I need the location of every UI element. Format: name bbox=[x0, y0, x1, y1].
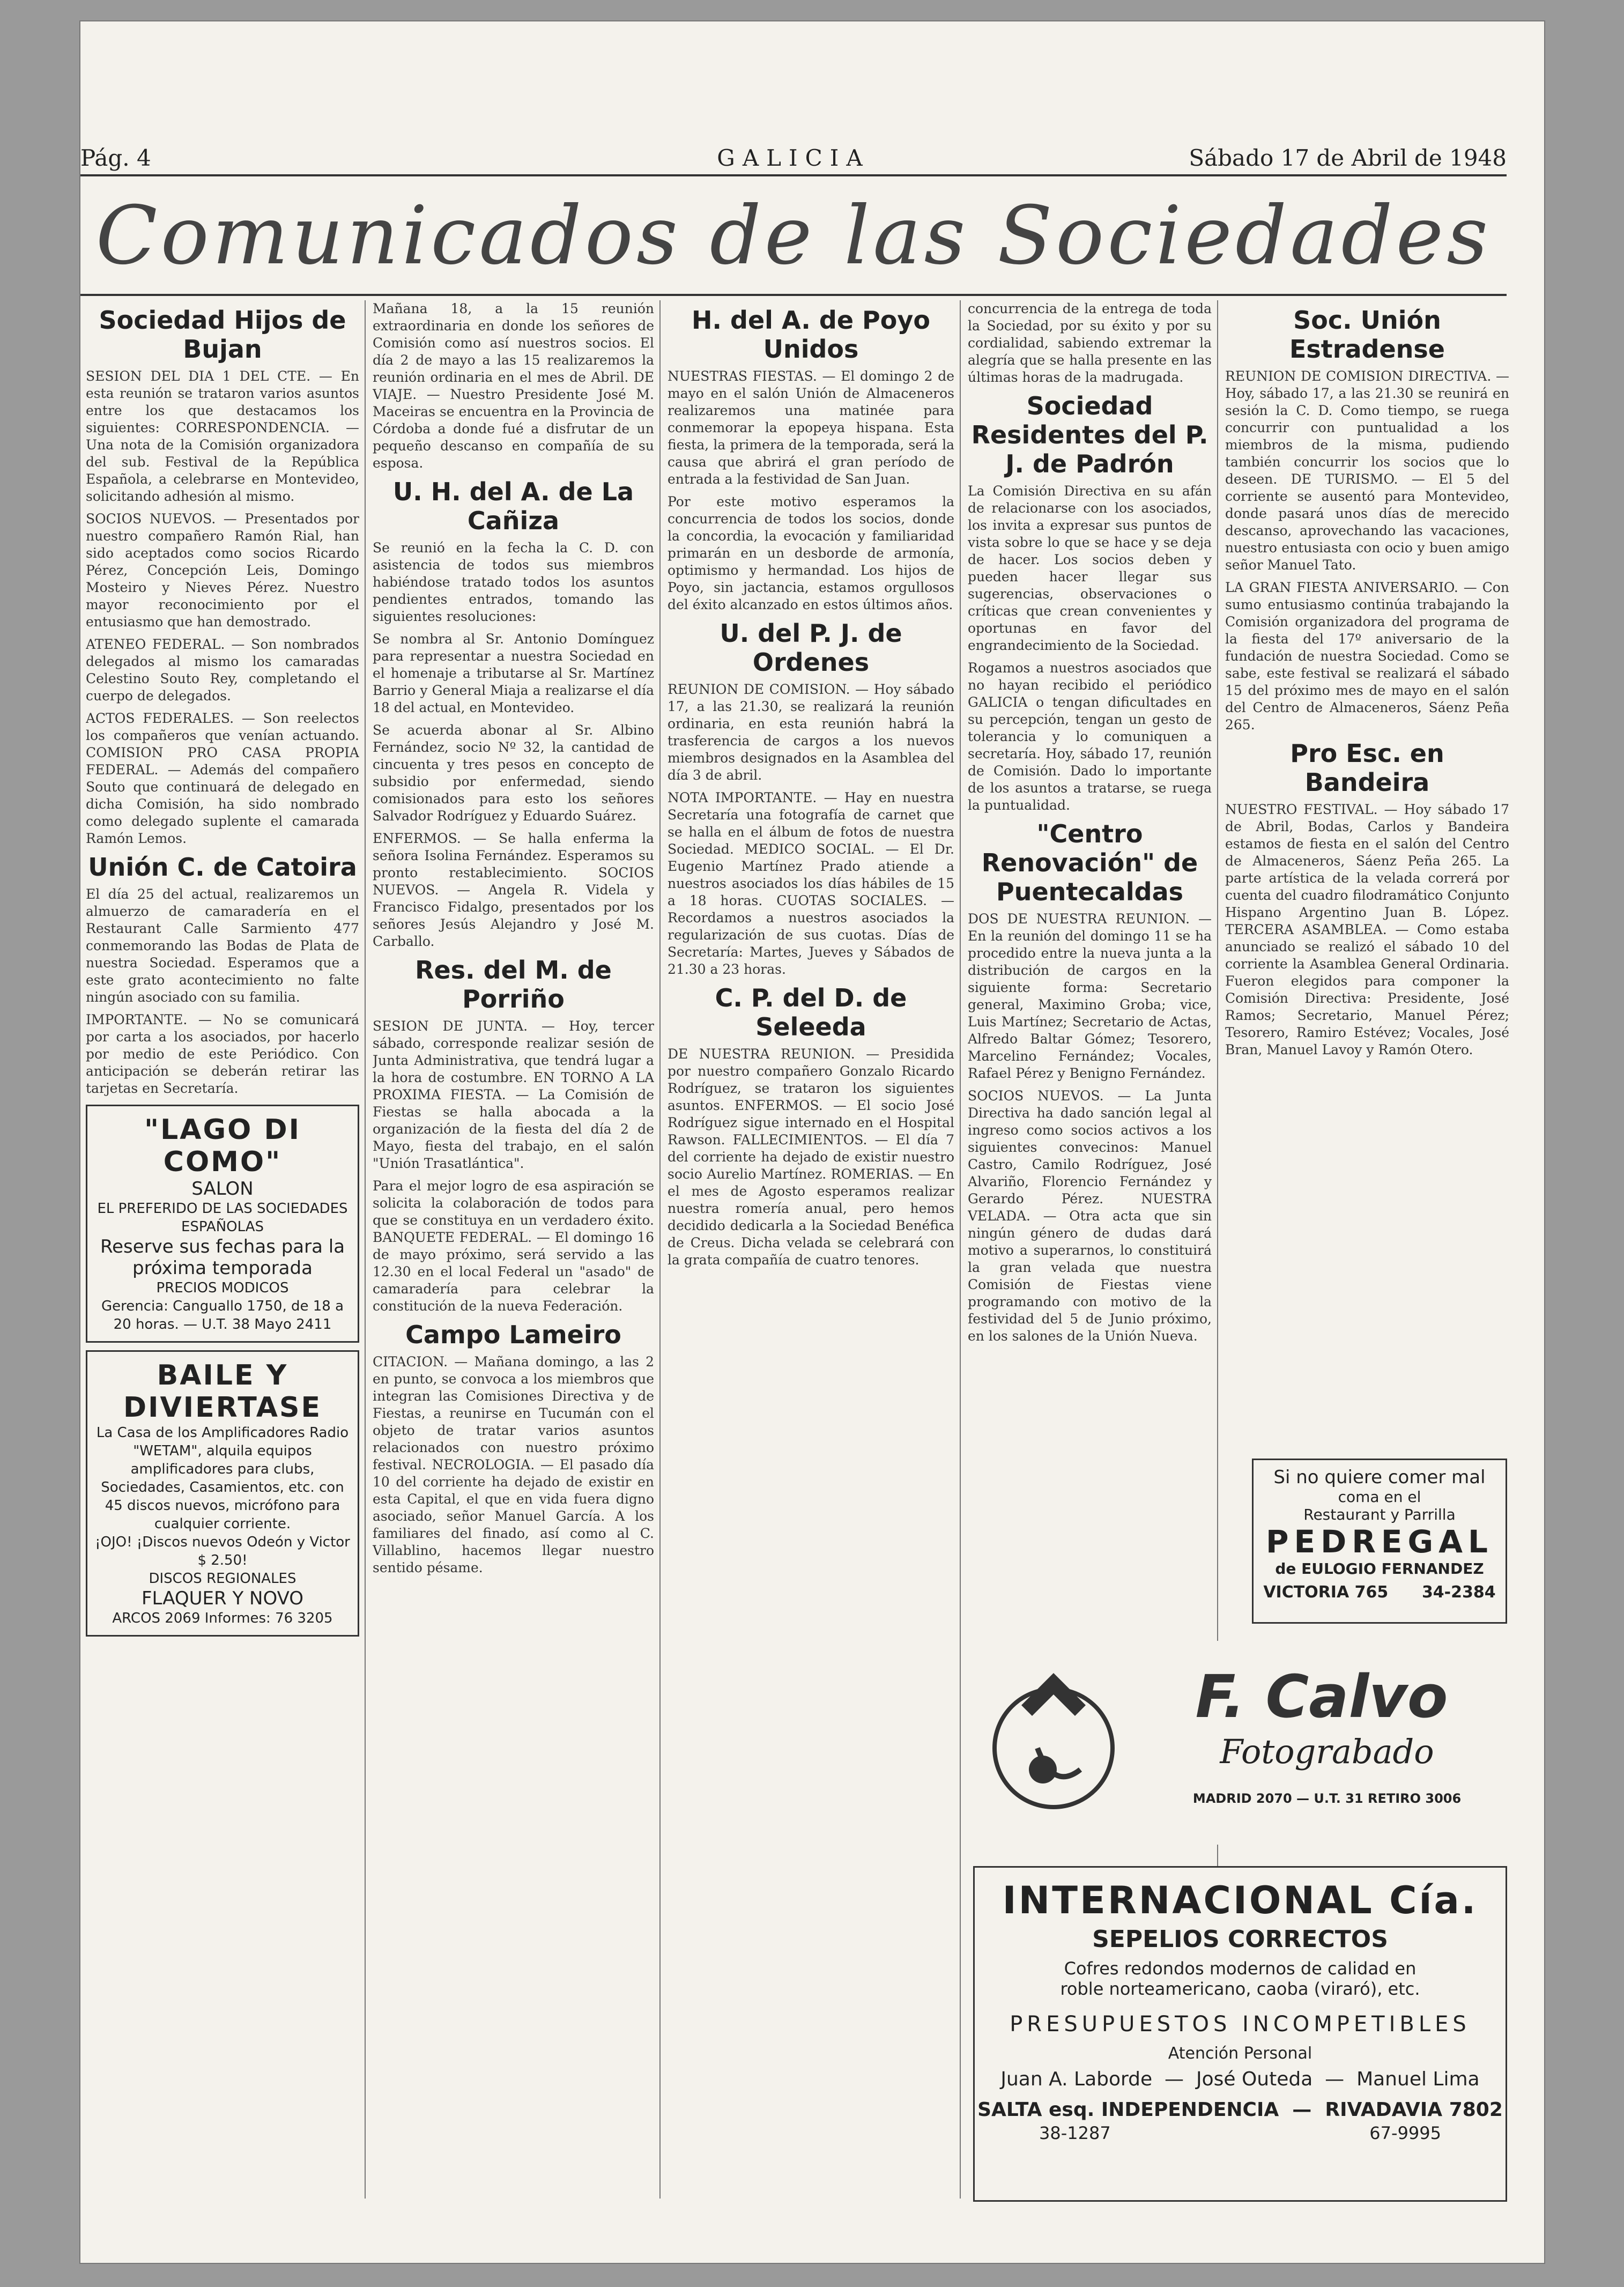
article-text: DE NUESTRA REUNION. — Presidida por nuestro compañero Gonzalo Ricardo Rodríguez, se trataron los siguientes asuntos. ENFERMOS. — El socio José Rodríguez sigue internado en el Hospital Rawson. FALLECIMIENTOS. — El día 7 del corriente ha dejado de existir nuestro socio Aurelio Martínez. ROMERIAS. — En el mes de Agosto esperamos realizar nuestra romería anual, pero hemos decidido dedicarla a la Sociedad Benéfica de Creus. Dicha velada se celebrará con la grata compañía de cuatro tenores. bbox=[668, 1046, 954, 1268]
ad-title: PEDREGAL bbox=[1265, 1523, 1493, 1560]
article-text: Rogamos a nuestros asociados que no hayan recibido el periódico GALICIA o tengan dificultades en su percepción, tengan un gesto de tolerancia y lo comuniquen a secretaría. Hoy, sábado 17, reunión de Comisión. Dado lo importante de los asuntos a tratarse, se ruega la puntualidad. bbox=[968, 660, 1212, 813]
ad-line: La Casa de los Amplificadores Radio "WETAM", alquila equipos amplificadores para clubs, Sociedades, Casamientos, etc. con 45 discos nuevos, micrófono para cualquier corriente. bbox=[96, 1425, 349, 1532]
ad-line: FLAQUER Y NOVO bbox=[141, 1588, 304, 1609]
article-text: SOCIOS NUEVOS. — Presentados por nuestro compañero Ramón Rial, han sido aceptados como socios Ricardo Pérez, Concepción Leis, Domingo Mosteiro y Nieves Pérez. Nuestro mayor reconocimiento por el entusiasmo que han demostrado. bbox=[86, 511, 359, 630]
article-text: REUNION DE COMISION. — Hoy sábado 17, a las 21.30, se realizará la reunión ordinaria, en esta reunión habrá la trasferencia de cargos a los nuevos miembros designados en la Asamblea del día 3 de abril. bbox=[668, 682, 954, 783]
article-text: ACTOS FEDERALES. — Son reelectos los compañeros que venían actuando. COMISION PRO CASA PROPIA FEDERAL. — Además del compañero Souto que continuará de delegado en dicha Comisión, ha sido nombrado como delegado suplente el camarada Ramón Lemos. bbox=[86, 710, 359, 846]
column-5 bbox=[1225, 300, 1509, 1448]
ad-title: "LAGO DI COMO" bbox=[144, 1114, 301, 1178]
article-text: ATENEO FEDERAL. — Son nombrados delegados al mismo los camaradas Celestino Souto Rey, completando el cuerpo de delegados. bbox=[86, 636, 359, 704]
article-heading: H. del A. de Poyo Unidos bbox=[692, 306, 930, 364]
header-rule bbox=[80, 174, 1507, 176]
article-heading: U. del P. J. de Ordenes bbox=[720, 619, 902, 677]
ad-title: F. Calvo bbox=[1195, 1662, 1448, 1731]
ad-tagline: Fotograbado bbox=[1220, 1732, 1434, 1771]
article-heading: U. H. del A. de La Cañiza bbox=[392, 477, 634, 535]
ad-name: Manuel Lima bbox=[1356, 2068, 1480, 2090]
ad-pedregal bbox=[1252, 1459, 1507, 1624]
article-text: IMPORTANTE. — No se comunicará por carta a los asociados, por hacerlo por medio de este Periódico. Con anticipación se deberán retirar las tarjetas en Secretaría. bbox=[86, 1012, 359, 1096]
ad-f-calvo bbox=[973, 1641, 1504, 1845]
ad-title: BAILE Y DIVIERTASE bbox=[123, 1359, 322, 1424]
ad-name: José Outeda bbox=[1196, 2068, 1313, 2090]
ad-line: roble norteamericano, caoba (viraró), etc. bbox=[1060, 1979, 1420, 1999]
banner-rule bbox=[80, 294, 1507, 296]
ad-line: EL PREFERIDO DE LAS SOCIEDADES ESPAÑOLAS bbox=[97, 1201, 348, 1235]
ad-line: PRECIOS MODICOS bbox=[156, 1280, 289, 1296]
article-heading: Res. del M. de Porriño bbox=[415, 956, 612, 1013]
issue-date: Sábado 17 de Abril de 1948 bbox=[1189, 145, 1507, 171]
article-text: Se acuerda abonar al Sr. Albino Fernández, socio Nº 32, la cantidad de cincuenta y tres pesos en concepto de subsidio por enfermedad, siendo comisionados para esto los señores Salvador Rodríguez y Eduardo Suárez. bbox=[373, 722, 654, 824]
column-3 bbox=[668, 300, 954, 2199]
engraver-emblem-icon bbox=[973, 1652, 1134, 1834]
ad-address: RIVADAVIA 7802 bbox=[1325, 2099, 1503, 2121]
ad-line: SALON bbox=[191, 1178, 254, 1200]
column-4 bbox=[968, 300, 1212, 1555]
article-heading: Pro Esc. en Bandeira bbox=[1290, 739, 1444, 797]
article-text: Mañana 18, a la 15 reunión extraordinaria en donde los señores de Comisión como así nuestros socios. El día 2 de mayo a las 15 realizaremos la reunión ordinaria en el mes de Abril. DE VIAJE. — Nuestro Presidente José M. Maceiras se encuentra en la Provincia de Córdoba a donde fué a disfrutar de un pequeño descanso en compañía de su esposa. bbox=[373, 301, 654, 471]
article-text: Por este motivo esperamos la concurrencia de todos los socios, donde la concordia, la evocación y familiaridad primarán en un desborde de armonía, optimismo y hermandad. Los hijos de Poyo, sin jactancia, estamos orgullosos del éxito alcanzado en estos últimos años. bbox=[668, 494, 954, 612]
section-banner: Comunicados de las Sociedades bbox=[95, 189, 1492, 283]
ad-line: Atención Personal bbox=[1168, 2044, 1312, 2063]
article-text: El día 25 del actual, realizaremos un almuerzo de camaradería en el Restaurant Calle Sarmiento 477 conmemorando las Bodas de Plata de nuestra Sociedad. Esperamos que a este grato acontecimiento no falte ningún asociado con su familia. bbox=[86, 886, 359, 1005]
article-text: LA GRAN FIESTA ANIVERSARIO. — Con sumo entusiasmo continúa trabajando la Comisión organizadora del programa de la fiesta del 17º aniversario de la fundación de nuestra Sociedad. Como se sabe, este festival se realizará el sábado 15 del próximo mes de mayo en el salón del Centro de Almaceneros, Sáenz Peña 265. bbox=[1225, 580, 1509, 732]
ad-line: SEPELIOS CORRECTOS bbox=[1092, 1926, 1388, 1953]
article-text: ENFERMOS. — Se halla enferma la señora Isolina Fernández. Esperamos su pronto restablecimiento. SOCIOS NUEVOS. — Angela R. Videla y Francisco Fidalgo, presentados por los señores Jesús Alejandro y José M. Carballo. bbox=[373, 831, 654, 949]
ad-line: Reserve sus fechas para la próxima temporada bbox=[100, 1236, 345, 1279]
article-heading: Unión C. de Catoira bbox=[88, 853, 357, 882]
ad-line: DISCOS REGIONALES bbox=[149, 1571, 296, 1587]
article-text: concurrencia de la entrega de toda la Sociedad, por su éxito y por su cordialidad, sabiendo extremar la alegría que se halla presente en las últimas horas de la madrugada. bbox=[968, 301, 1212, 385]
ad-line: Si no quiere comer mal bbox=[1273, 1467, 1486, 1488]
article-text: DOS DE NUESTRA REUNION. — En la reunión del domingo 11 se ha procedido entre la nueva junta a la distribución de cargos en la siguiente forma: Secretario general, Maximino Groba; vice, Luis Martínez; Secretario de Actas, Alfredo Baltar Gómez; Tesorero, Marcelino Fernández; Vocales, Rafael Pérez y Benigno Fernández. bbox=[968, 911, 1212, 1081]
ad-address: MADRID 2070 — U.T. 31 RETIRO 3006 bbox=[1192, 1791, 1462, 1806]
article-text: SOCIOS NUEVOS. — La Junta Directiva ha dado sanción legal al ingreso como socios activos a los siguientes convecinos: Manuel Castro, Camilo Rodríguez, José Alvariño, Florencio Fernández y Gerardo Pérez. NUESTRA VELADA. — Otra acta que sin ningún género de dudas dará motivo a superarnos, lo constituirá la gran velada que nuestra Comisión de Fiestas viene programando con motivo de la festividad del 5 de Junio próximo, en los salones de la Unión Nueva. bbox=[968, 1088, 1212, 1344]
masthead: GALICIA bbox=[717, 145, 870, 171]
article-heading: C. P. del D. de Seleeda bbox=[715, 983, 907, 1041]
article-text: NUESTRAS FIESTAS. — El domingo 2 de mayo en el salón Unión de Almaceneros realizaremos una matinée para conmemorar la epopeya hispana. Esta fiesta, la primera de la temporada, será la causa que abrirá el gran período de entrada a la festividad de San Juan. bbox=[668, 368, 954, 487]
article-heading: Sociedad Residentes del P. J. de Padrón bbox=[971, 391, 1208, 478]
article-text: SESION DE JUNTA. — Hoy, tercer sábado, corresponde realizar sesión de Junta Administrativa, que tendrá lugar a la hora de costumbre. EN TORNO A LA PROXIMA FIESTA. — La Comisión de Fiestas se halla abocada a la organización de la fiesta del día 2 de Mayo, fiesta del trabajo, en el salón "Unión Trasatlántica". bbox=[373, 1018, 654, 1171]
article-text: Se nombra al Sr. Antonio Domínguez para representar a nuestra Sociedad en el homenaje a tributarse al Sr. Martínez Barrio y General Miaja a realizarse el día 18 del actual, en Montevideo. bbox=[373, 631, 654, 715]
ad-line: Gerencia: Canguallo 1750, de 18 a 20 horas. — U.T. 38 Mayo 2411 bbox=[101, 1298, 344, 1333]
article-heading: Soc. Unión Estradense bbox=[1289, 306, 1445, 364]
page-number: Pág. 4 bbox=[80, 145, 151, 171]
ad-phone: 34-2384 bbox=[1421, 1583, 1496, 1602]
ad-title: INTERNACIONAL Cía. bbox=[1002, 1878, 1478, 1922]
column-divider bbox=[365, 300, 366, 2199]
ad-line: de EULOGIO FERNANDEZ bbox=[1275, 1560, 1484, 1578]
article-text: La Comisión Directiva en su afán de relacionarse con los asociados, los invita a expresar sus puntos de vista sobre lo que se hace y se deja de hacer. Los socios deben y pueden hacer llegar sus sugerencias, observaciones o críticas que crean convenientes y oportunas en favor del engrandecimiento de la Sociedad. bbox=[968, 483, 1212, 653]
column-divider bbox=[659, 300, 661, 2199]
article-text: Para el mejor logro de esa aspiración se solicita la colaboración de todos para que se constituya en un verdadero éxito. BANQUETE FEDERAL. — El domingo 16 de mayo próximo, será servido a las 12.30 en el local Federal un "asado" de camaradería para celebrar la constitución de la nueva Federación. bbox=[373, 1178, 654, 1314]
ad-line: ARCOS 2069 Informes: 76 3205 bbox=[112, 1610, 333, 1626]
article-text: NOTA IMPORTANTE. — Hay en nuestra Secretaría una fotografía de carnet que se halla en el álbum de fotos de nuestra Sociedad. MEDICO SOCIAL. — El Dr. Eugenio Martínez Prado atiende a nuestros asociados los días hábiles de 15 a 18 horas. CUOTAS SOCIALES. — Recordamos a nuestros asociados la regularización de sus cuotas. Días de Secretaría: Martes, Jueves y Sábados de 21.30 a 23 horas. bbox=[668, 790, 954, 977]
ad-address: SALTA esq. INDEPENDENCIA bbox=[977, 2099, 1279, 2121]
article-text: REUNION DE COMISION DIRECTIVA. — Hoy, sábado 17, a las 21.30 se reunirá en sesión la C. D. Como tiempo, se ruega concurrir con puntualidad a los miembros de la misma, pudiendo también concurrir los socios que lo deseen. DE TURISMO. — El 5 del corriente se ausentó para Montevideo, donde pasará unos días de merecido descanso, aprovechando las vacaciones, nuestro entusiasta con ocio y buen amigo señor Manuel Tato. bbox=[1225, 368, 1509, 573]
ad-baile bbox=[86, 1350, 359, 1637]
ad-phone: 67-9995 bbox=[1369, 2123, 1441, 2143]
article-heading: Sociedad Hijos de Bujan bbox=[99, 306, 346, 364]
ad-line: PRESUPUESTOS INCOMPETIBLES bbox=[1010, 2012, 1471, 2037]
ad-address: VICTORIA 765 bbox=[1263, 1583, 1389, 1602]
ad-line: coma en el bbox=[1338, 1488, 1421, 1506]
article-text: Se reunió en la fecha la C. D. con asistencia de todos sus miembros habiéndose tratado todos los asuntos pendientes entrados, tomando las siguientes resoluciones: bbox=[373, 540, 654, 624]
page-header bbox=[80, 145, 1507, 177]
ad-phone: 38-1287 bbox=[1039, 2123, 1111, 2143]
column-1 bbox=[86, 300, 359, 2199]
article-text: SESION DEL DIA 1 DEL CTE. — En esta reunión se trataron varios asuntos entre los que destacamos los siguientes: CORRESPONDENCIA. — Una nota de la Comisión organizadora del sub. Festival de la República Española, a celebrarse en Montevideo, solicitando adhesión al mismo. bbox=[86, 368, 359, 504]
article-text: NUESTRO FESTIVAL. — Hoy sábado 17 de Abril, Bodas, Carlos y Bandeira estamos de fiesta en el salón del Centro de Almaceneros, Sáenz Peña 265. La parte artística de la velada correrá por cuenta del cuadro filodramático Conjunto Hispano Argentino Juan B. López. TERCERA ASAMBLEA. — Como estaba anunciado se realizó el sábado 10 del corriente la Asamblea General Ordinaria. Fueron elegidos para componer la Comisión Directiva: Presidente, José Ramos; Secretario, Manuel Pérez; Tesorero, Ramiro Estévez; Vocales, José Bran, Manuel Lavoy y Ramón Otero. bbox=[1225, 802, 1509, 1057]
ad-line: Cofres redondos modernos de calidad en bbox=[1064, 1958, 1417, 1979]
ad-name: Juan A. Laborde bbox=[1000, 2068, 1153, 2090]
ad-line: Restaurant y Parrilla bbox=[1303, 1506, 1456, 1523]
article-heading: "Centro Renovación" de Puentecaldas bbox=[981, 819, 1198, 906]
ad-internacional: INTERNACIONAL Cía. SEPELIOS CORRECTOS Cofres redondos modernos de calidad en roble norteamericano, caoba (viraró), etc. PRESUPUESTOS INCOMPETIBLES Atención Personal Juan A. Laborde — José Outeda — Manuel Lima SALTA esq. INDEPENDENCIA — RIVADAVIA 7802 38-1287 67-9995 bbox=[973, 1866, 1507, 2202]
column-2 bbox=[373, 300, 654, 2199]
ad-line: ¡OJO! ¡Discos nuevos Odeón y Victor $ 2.50! bbox=[95, 1534, 350, 1568]
article-text: CITACION. — Mañana domingo, a las 2 en punto, se convoca a los miembros que integran las Comisiones Directiva y de Fiestas, a reunirse en Tucumán con el objeto de tratar varios asuntos relacionados con nuestro próximo festival. NECROLOGIA. — El pasado día 10 del corriente ha dejado de existir en esta Capital, el que en vida fuera digno asociado, señor Manuel García. A los familiares del finado, así como al C. Villablino, hacemos llegar nuestro sentido pésame. bbox=[373, 1354, 654, 1575]
article-heading: Campo Lameiro bbox=[405, 1320, 621, 1349]
ad-lago-di-como bbox=[86, 1105, 359, 1343]
column-divider bbox=[960, 300, 961, 2199]
